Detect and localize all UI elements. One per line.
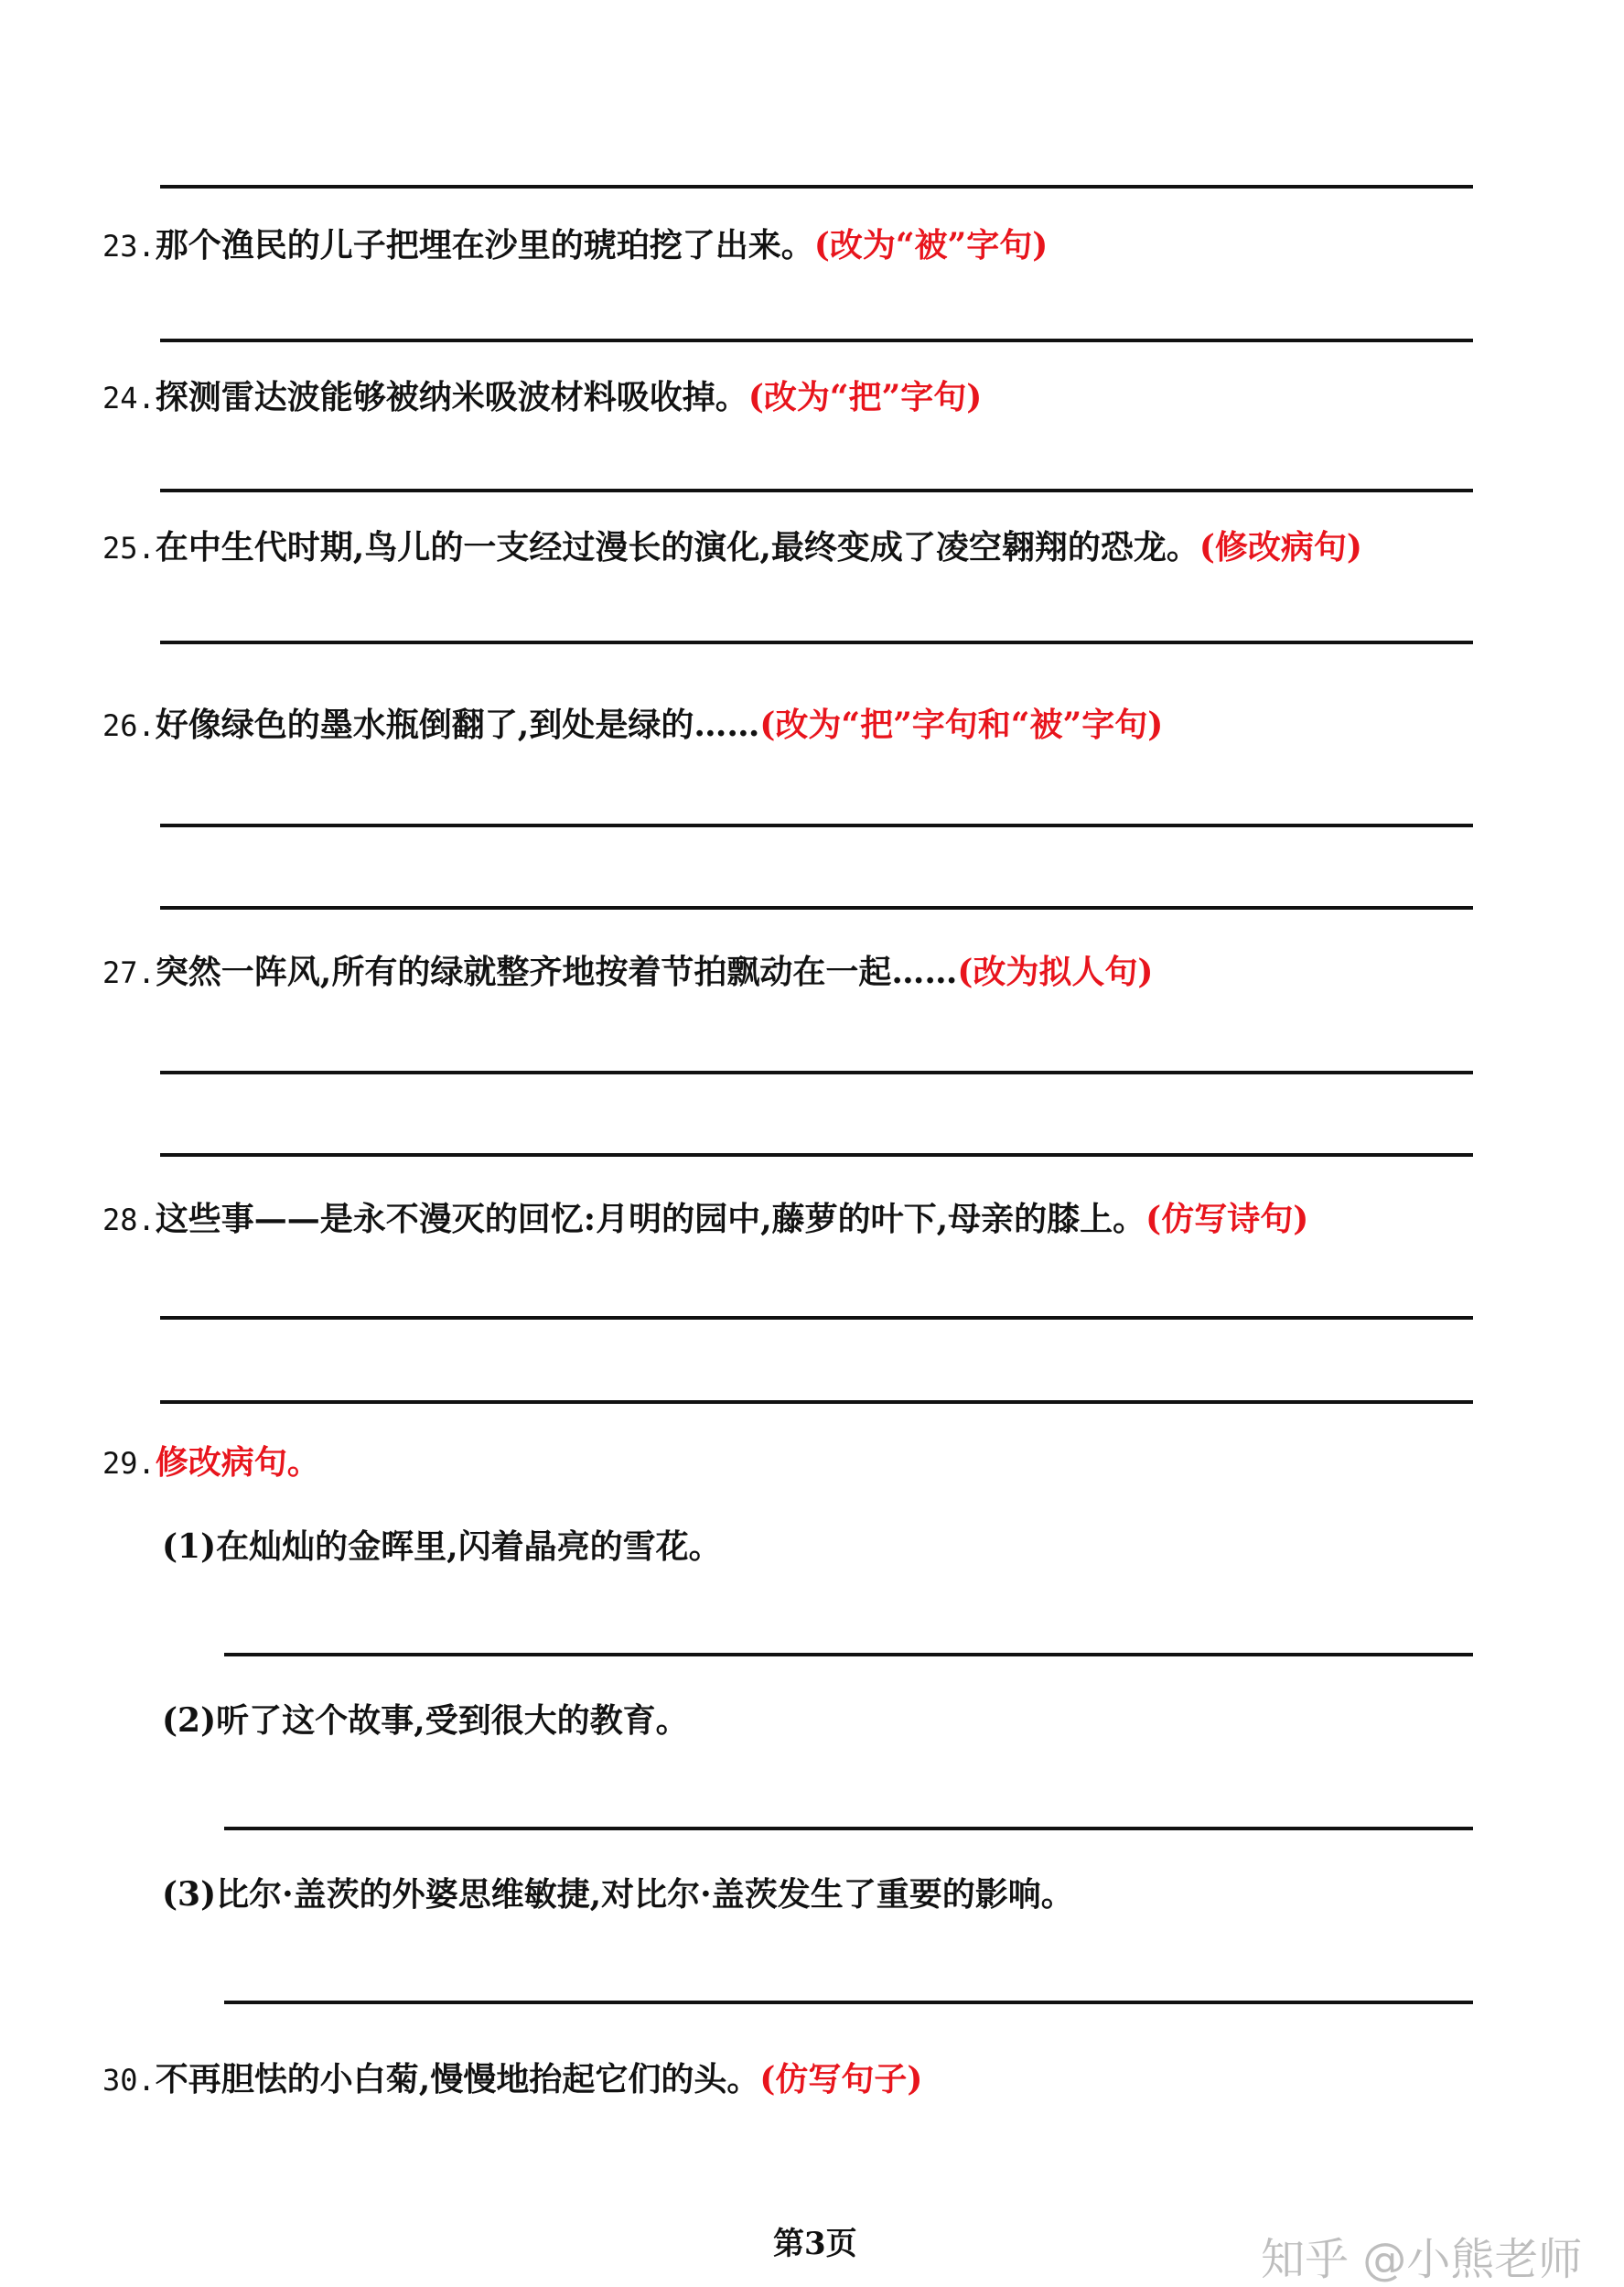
question-28: [102, 1197, 1308, 1242]
answer-line: [160, 906, 1473, 910]
question-text: 这些事——是永不漫灭的回忆:月明的园中,藤萝的叶下,母亲的膝上。: [155, 1200, 1146, 1238]
question-text: 好像绿色的墨水瓶倒翻了,到处是绿的……: [155, 706, 760, 744]
answer-line: [160, 489, 1473, 492]
question-number: 23.: [102, 229, 156, 264]
sub-question-2: (2)听了这个故事,受到很大的教育。: [162, 1701, 689, 1740]
answer-line: [160, 1400, 1473, 1404]
question-number: 24.: [102, 381, 156, 415]
question-27: [102, 950, 1153, 995]
question-instruction: (仿写诗句): [1145, 1200, 1309, 1238]
sub-question-1: (1)在灿灿的金晖里,闪着晶亮的雪花。: [162, 1527, 722, 1566]
question-number: 26.: [102, 708, 156, 743]
sub-question-3: (3)比尔·盖茨的外婆思维敏捷,对比尔·盖茨发生了重要的影响。: [162, 1875, 1074, 1914]
question-instruction: (修改病句): [1199, 528, 1362, 566]
question-instruction: 修改病句。: [155, 1443, 320, 1482]
answer-line: [160, 185, 1473, 189]
question-number: 28.: [102, 1203, 156, 1237]
question-number: 29.: [102, 1446, 156, 1481]
answer-line: [160, 1316, 1473, 1320]
answer-line: [160, 1153, 1473, 1157]
question-text: 在中生代时期,鸟儿的一支经过漫长的演化,最终变成了凌空翱翔的恐龙。: [155, 528, 1199, 566]
question-text: 突然一阵风,所有的绿就整齐地按着节拍飘动在一起……: [155, 953, 958, 991]
page-number: 第3页: [773, 2226, 857, 2262]
answer-line: [224, 1827, 1473, 1830]
question-number: 30.: [102, 2063, 156, 2098]
question-29: [102, 1440, 320, 1485]
question-25: [102, 525, 1362, 570]
question-23: [102, 223, 1048, 268]
answer-line: [224, 2001, 1473, 2004]
question-number: 25.: [102, 531, 156, 566]
question-30: [102, 2057, 922, 2102]
question-26: [102, 703, 1163, 748]
question-instruction: (改为“把”字句和“被”字句): [759, 706, 1164, 744]
answer-line: [224, 1653, 1473, 1656]
question-instruction: (仿写句子): [759, 2060, 923, 2098]
question-text: 那个渔民的儿子把埋在沙里的琥珀挖了出来。: [155, 226, 814, 264]
question-instruction: (改为拟人句): [957, 953, 1154, 991]
question-24: [102, 375, 982, 420]
question-instruction: (改为“被”字句): [813, 226, 1049, 264]
answer-line: [160, 1071, 1473, 1074]
question-text: 不再胆怯的小白菊,慢慢地抬起它们的头。: [155, 2060, 760, 2098]
question-number: 27.: [102, 955, 156, 990]
answer-line: [160, 339, 1473, 342]
answer-line: [160, 641, 1473, 644]
question-instruction: (改为“把”字句): [747, 378, 983, 416]
answer-line: [160, 824, 1473, 827]
question-text: 探测雷达波能够被纳米吸波材料吸收掉。: [155, 378, 748, 416]
watermark: 知乎 @小熊老师: [1261, 2234, 1583, 2285]
